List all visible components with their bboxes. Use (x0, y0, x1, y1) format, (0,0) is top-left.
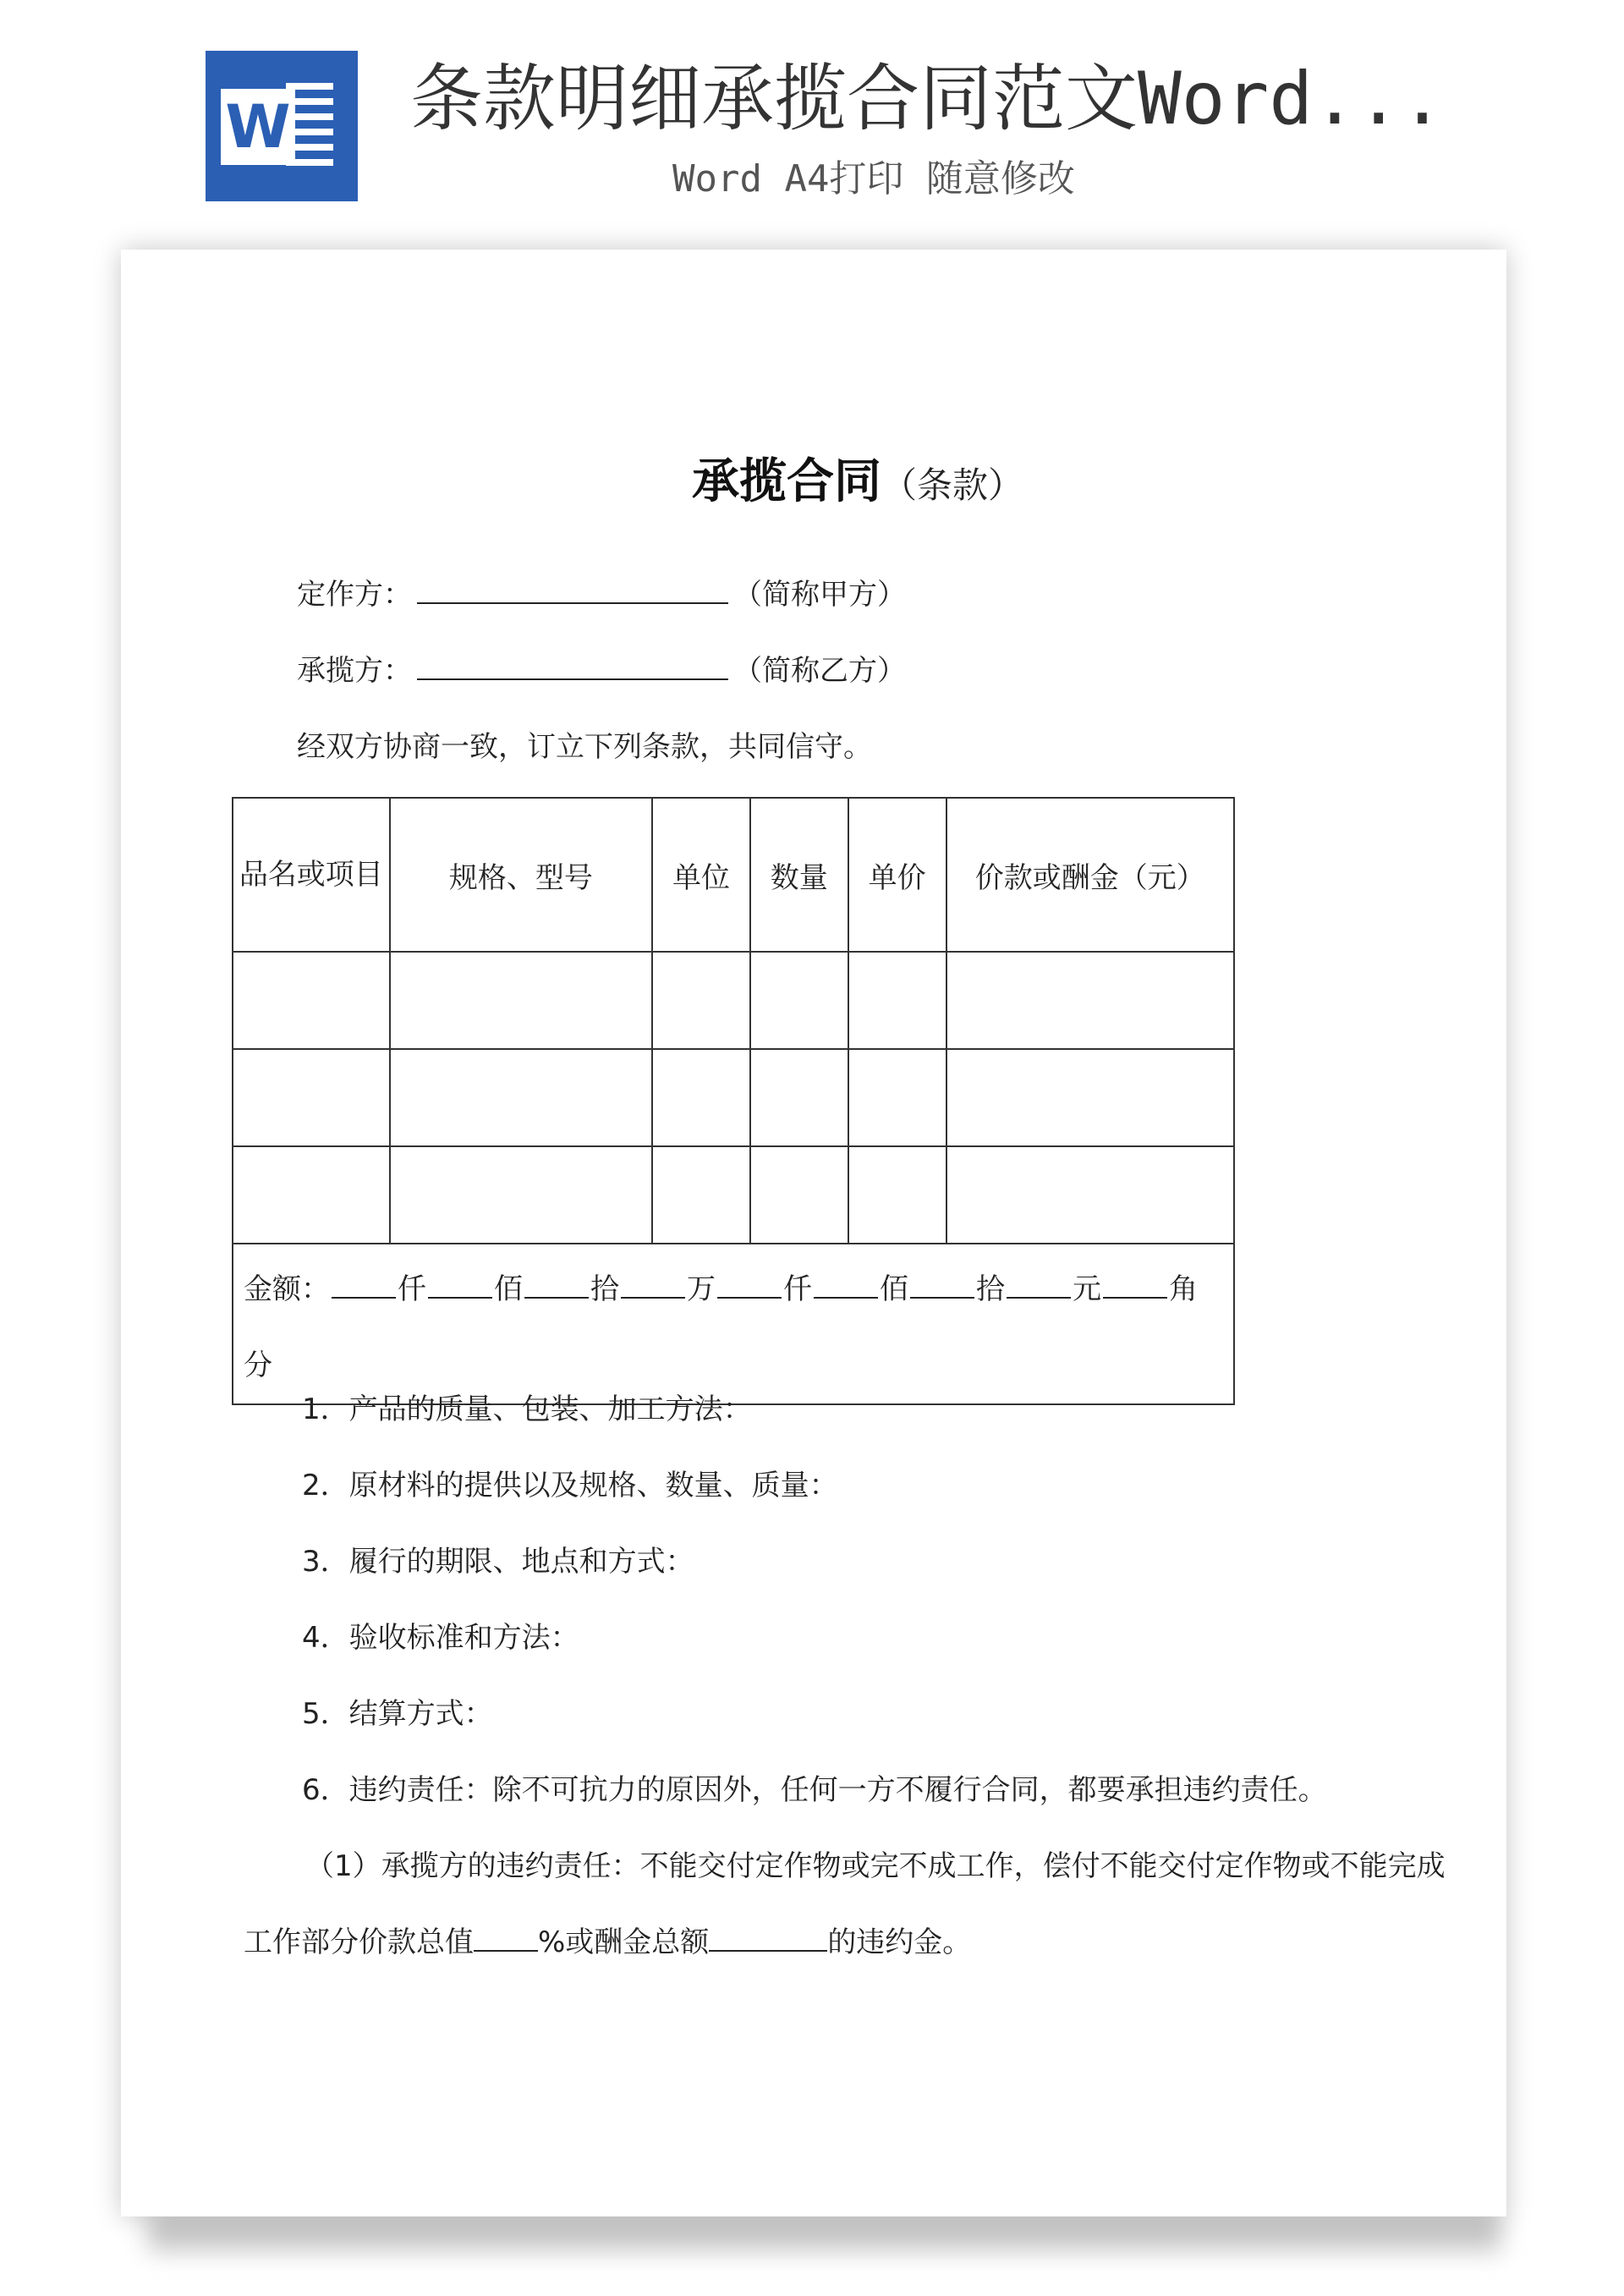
amount-unit: 元 (1073, 1272, 1101, 1306)
table-cell[interactable] (390, 1146, 652, 1244)
party-a-blank (417, 577, 728, 604)
contract-title (692, 444, 1023, 512)
table-cell[interactable] (750, 1146, 848, 1244)
items-table (232, 797, 1235, 1405)
amount-unit: 角 (1169, 1272, 1198, 1306)
amount-blank[interactable] (717, 1272, 782, 1299)
amount-blank[interactable] (1103, 1272, 1167, 1299)
fee-blank[interactable] (709, 1925, 827, 1952)
party-a-label: 定作方： (297, 578, 412, 612)
percent-blank[interactable] (474, 1925, 538, 1952)
amount-blank[interactable] (524, 1272, 589, 1299)
clause-6-sub-1-part-b: %或酬金总额 (538, 1925, 710, 1959)
header-item-name: 品名或项目 (233, 798, 390, 952)
table-cell[interactable] (750, 952, 848, 1049)
word-logo-icon (206, 51, 358, 201)
header-unit-price: 单价 (848, 798, 946, 952)
party-b-blank (417, 653, 728, 680)
table-cell[interactable] (233, 1049, 390, 1146)
party-b-note: （简称乙方） (733, 654, 906, 688)
contract-title-sub: （条款） (881, 464, 1024, 506)
party-a-note: （简称甲方） (733, 578, 906, 612)
party-b-label: 承揽方： (297, 654, 412, 688)
amount-blank[interactable] (428, 1272, 492, 1299)
page-title: 条款明细承揽合同范文Word... (410, 57, 1445, 141)
clause-6-sub-1-cont (244, 1922, 971, 1963)
amount-unit: 拾 (976, 1272, 1005, 1306)
clause-6-sub-1: （1）承揽方的违约责任：不能交付定作物或完不成工作，偿付不能交付定作物或不能完成 (305, 1849, 1446, 1883)
table-cell[interactable] (233, 952, 390, 1049)
table-row (233, 1146, 1234, 1244)
intro-text: 经双方协商一致，订立下列条款，共同信守。 (297, 730, 872, 764)
amount-unit: 仟 (783, 1272, 812, 1306)
clause-3: 3．履行的期限、地点和方式： (302, 1545, 694, 1579)
amount-label: 金额： (244, 1272, 330, 1306)
header-spec: 规格、型号 (390, 798, 652, 952)
table-cell[interactable] (390, 1049, 652, 1146)
table-cell[interactable] (946, 952, 1234, 1049)
table-cell[interactable] (652, 1146, 750, 1244)
amount-blank[interactable] (621, 1272, 685, 1299)
table-row (233, 1049, 1234, 1146)
amount-blank[interactable] (332, 1272, 396, 1299)
clause-4: 4．验收标准和方法： (302, 1621, 579, 1655)
table-cell[interactable] (946, 1049, 1234, 1146)
clause-6: 6．违约责任：除不可抗力的原因外，任何一方不履行合同，都要承担违约责任。 (302, 1773, 1327, 1807)
paper-shadow (148, 2212, 1501, 2251)
table-cell[interactable] (750, 1049, 848, 1146)
table-row (233, 952, 1234, 1049)
table-cell[interactable] (652, 1049, 750, 1146)
amount-blank[interactable] (814, 1272, 878, 1299)
party-b-line (297, 651, 906, 691)
party-a-line (297, 574, 906, 615)
header-amount: 价款或酬金（元） (946, 798, 1234, 952)
amount-cell (233, 1244, 1234, 1404)
table-header-row (233, 798, 1234, 952)
page-subtitle: Word A4打印 随意修改 (672, 157, 1075, 200)
amount-unit: 佰 (880, 1272, 908, 1306)
clause-5: 5．结算方式： (302, 1697, 493, 1731)
amount-row (233, 1244, 1234, 1404)
document-page (121, 250, 1506, 2216)
contract-title-main: 承揽合同 (692, 454, 881, 509)
amount-unit: 万 (687, 1272, 716, 1306)
clause-6-sub-1-part-a: 工作部分价款总值 (244, 1925, 474, 1959)
amount-blank[interactable] (910, 1272, 974, 1299)
amount-unit: 佰 (494, 1272, 523, 1306)
table-cell[interactable] (848, 1146, 946, 1244)
amount-unit: 仟 (398, 1272, 426, 1306)
table-cell[interactable] (848, 1049, 946, 1146)
amount-tail: 分 (244, 1348, 272, 1382)
table-cell[interactable] (848, 952, 946, 1049)
clause-1: 1．产品的质量、包装、加工方法： (302, 1392, 752, 1426)
table-cell[interactable] (652, 952, 750, 1049)
amount-blank[interactable] (1007, 1272, 1071, 1299)
table-cell[interactable] (946, 1146, 1234, 1244)
clause-6-sub-1-part-c: 的违约金。 (827, 1925, 972, 1959)
header-unit: 单位 (652, 798, 750, 952)
table-cell[interactable] (390, 952, 652, 1049)
clause-2: 2．原材料的提供以及规格、数量、质量： (302, 1469, 838, 1502)
table-cell[interactable] (233, 1146, 390, 1244)
word-logo-letter: W (221, 89, 295, 165)
amount-unit: 拾 (590, 1272, 619, 1306)
header-quantity: 数量 (750, 798, 848, 952)
